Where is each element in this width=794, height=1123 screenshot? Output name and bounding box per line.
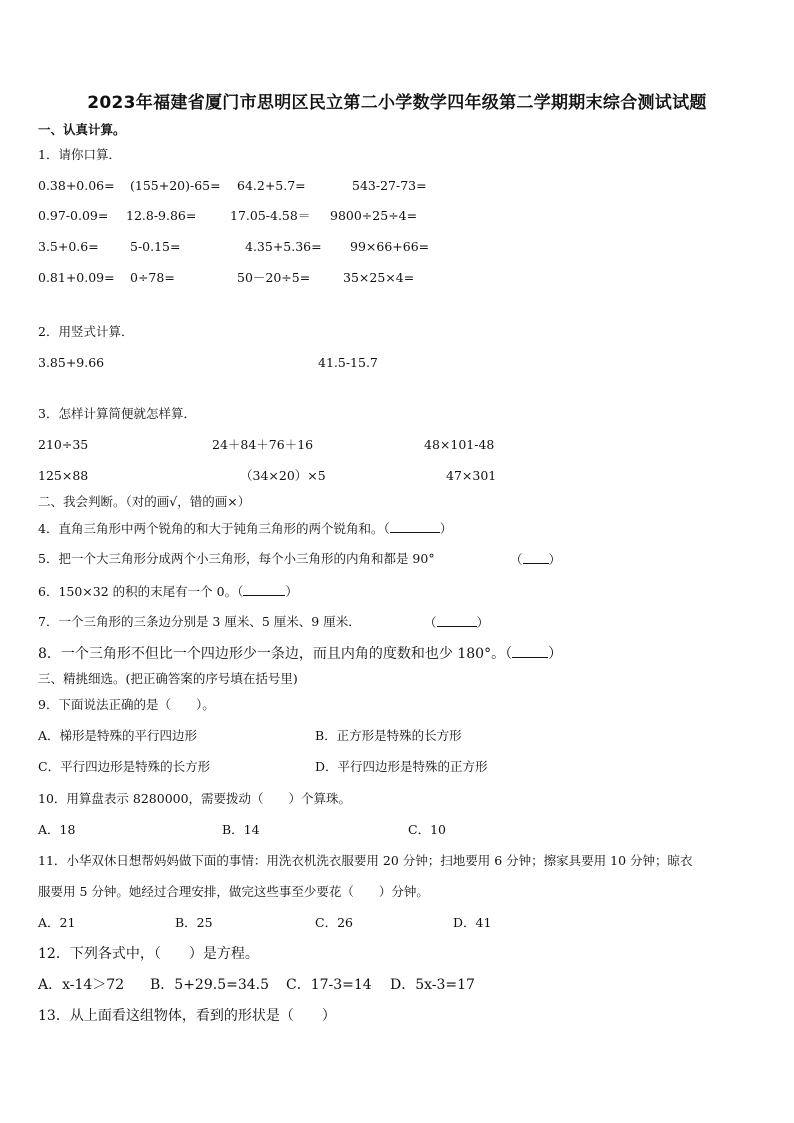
answer-blank[interactable] bbox=[523, 551, 549, 564]
question-7 bbox=[38, 614, 361, 630]
option-a[interactable]: A．18 bbox=[38, 822, 76, 837]
option-c[interactable]: C．平行四边形是特殊的长方形 bbox=[38, 759, 211, 774]
question-6-close: ） bbox=[285, 584, 298, 599]
simplify-calc-item: （34×20）×5 bbox=[240, 468, 326, 483]
question-11-line-2: 服要用 5 分钟。她经过合理安排，做完这些事至少要花（ ）分钟。 bbox=[38, 884, 429, 899]
simplify-calc-item: 125×88 bbox=[38, 468, 89, 483]
section-heading-judgement: 二、我会判断。（对的画√，错的画×） bbox=[38, 494, 251, 509]
simplify-calc-item: 210÷35 bbox=[38, 437, 89, 452]
question-1-label: 1．请你口算． bbox=[38, 147, 121, 162]
option-a[interactable]: A．x-14＞72 bbox=[38, 977, 125, 993]
option-c[interactable]: C．26 bbox=[315, 915, 353, 930]
option-b[interactable]: B．正方形是特殊的长方形 bbox=[315, 728, 462, 743]
mental-calc-item: 9800÷25÷4= bbox=[330, 208, 418, 223]
mental-calc-item: 543-27-73= bbox=[352, 178, 427, 193]
simplify-calc-item: 47×301 bbox=[446, 468, 497, 483]
mental-calc-item: 35×25×4= bbox=[343, 270, 415, 285]
question-4 bbox=[38, 520, 452, 537]
page-title: 2023年福建省厦门市思明区民立第二小学数学四年级第二学期期末综合测试试题 bbox=[87, 93, 707, 113]
question-10-text: 10．用算盘表示 8280000，需要拨动（ ）个算珠。 bbox=[38, 791, 352, 806]
answer-blank[interactable] bbox=[390, 520, 440, 533]
vertical-calc-item: 41.5-15.7 bbox=[318, 355, 378, 370]
question-7-text: 7．一个三角形的三条边分别是 3 厘米、5 厘米、9 厘米． bbox=[38, 614, 361, 629]
question-4-close: ） bbox=[439, 521, 453, 536]
question-3-label: 3．怎样计算简便就怎样算． bbox=[38, 406, 196, 421]
section-heading-calculation: 一、认真计算。 bbox=[38, 122, 126, 137]
simplify-calc-item: 24＋84＋76＋16 bbox=[212, 437, 314, 452]
simplify-calc-item: 48×101-48 bbox=[424, 437, 495, 452]
mental-calc-item: 5-0.15= bbox=[130, 239, 181, 254]
vertical-calc-item: 3.85+9.66 bbox=[38, 355, 105, 370]
question-6-text: 6．150×32 的积的末尾有一个 0。（ bbox=[38, 584, 244, 599]
question-7-close: ） bbox=[476, 615, 490, 630]
mental-calc-item: 12.8-9.86= bbox=[126, 208, 197, 223]
question-6 bbox=[38, 583, 298, 600]
question-8-close: ） bbox=[548, 646, 563, 662]
question-8-text: 8．一个三角形不但比一个四边形少一条边，而且内角的度数和也少 180°。（ bbox=[38, 646, 513, 662]
mental-calc-item: 3.5+0.6= bbox=[38, 239, 99, 254]
mental-calc-item: 0.97-0.09= bbox=[38, 208, 109, 223]
option-d[interactable]: D．5x-3=17 bbox=[390, 977, 475, 993]
question-4-text: 4．直角三角形中两个锐角的和大于钝角三角形的两个锐角和。（ bbox=[38, 521, 390, 536]
option-d[interactable]: D．平行四边形是特殊的正方形 bbox=[315, 759, 488, 774]
question-11-line-1: 11．小华双休日想帮妈妈做下面的事情：用洗衣机洗衣服要用 20 分钟；扫地要用 6 分钟；擦家具要用 10 分钟；晾衣 bbox=[38, 853, 693, 868]
option-b[interactable]: B．5+29.5=34.5 bbox=[150, 977, 269, 993]
answer-blank[interactable] bbox=[243, 583, 285, 596]
question-7-open: （ bbox=[424, 615, 437, 630]
question-8 bbox=[38, 645, 562, 662]
question-13-text: 13．从上面看这组物体，看到的形状是（ ） bbox=[38, 1008, 336, 1024]
option-c[interactable]: C．10 bbox=[408, 822, 446, 837]
question-5 bbox=[38, 551, 435, 567]
mental-calc-item: 0.81+0.09= bbox=[38, 270, 115, 285]
option-b[interactable]: B．14 bbox=[222, 822, 260, 837]
section-heading-choice: 三、精挑细选。(把正确答案的序号填在括号里) bbox=[38, 671, 298, 686]
question-2-label: 2．用竖式计算． bbox=[38, 324, 134, 339]
question-5-answer bbox=[510, 551, 561, 568]
question-9-text: 9．下面说法正确的是（ ）。 bbox=[38, 697, 215, 712]
answer-blank[interactable] bbox=[437, 614, 477, 627]
mental-calc-item: (155+20)-65= bbox=[130, 178, 221, 193]
mental-calc-item: 0÷78= bbox=[130, 270, 175, 285]
mental-calc-item: 50－20÷5= bbox=[237, 270, 311, 285]
question-5-close: ） bbox=[548, 552, 562, 567]
option-a[interactable]: A．21 bbox=[38, 915, 76, 930]
option-d[interactable]: D．41 bbox=[453, 915, 492, 930]
mental-calc-item: 4.35+5.36= bbox=[245, 239, 322, 254]
question-7-answer bbox=[424, 614, 489, 631]
option-a[interactable]: A．梯形是特殊的平行四边形 bbox=[38, 728, 198, 743]
mental-calc-item: 64.2+5.7= bbox=[237, 178, 306, 193]
answer-blank[interactable] bbox=[512, 645, 548, 658]
option-c[interactable]: C．17-3=14 bbox=[286, 977, 372, 993]
option-b[interactable]: B．25 bbox=[175, 915, 213, 930]
question-5-open: （ bbox=[510, 552, 523, 567]
mental-calc-item: 0.38+0.06= bbox=[38, 178, 115, 193]
question-5-text: 5．把一个大三角形分成两个小三角形，每个小三角形的内角和都是 90° bbox=[38, 551, 435, 566]
question-12-text: 12．下列各式中，（ ）是方程。 bbox=[38, 946, 259, 962]
mental-calc-item: 99×66+66= bbox=[350, 239, 430, 254]
mental-calc-item: 17.05-4.58＝ bbox=[230, 208, 311, 223]
